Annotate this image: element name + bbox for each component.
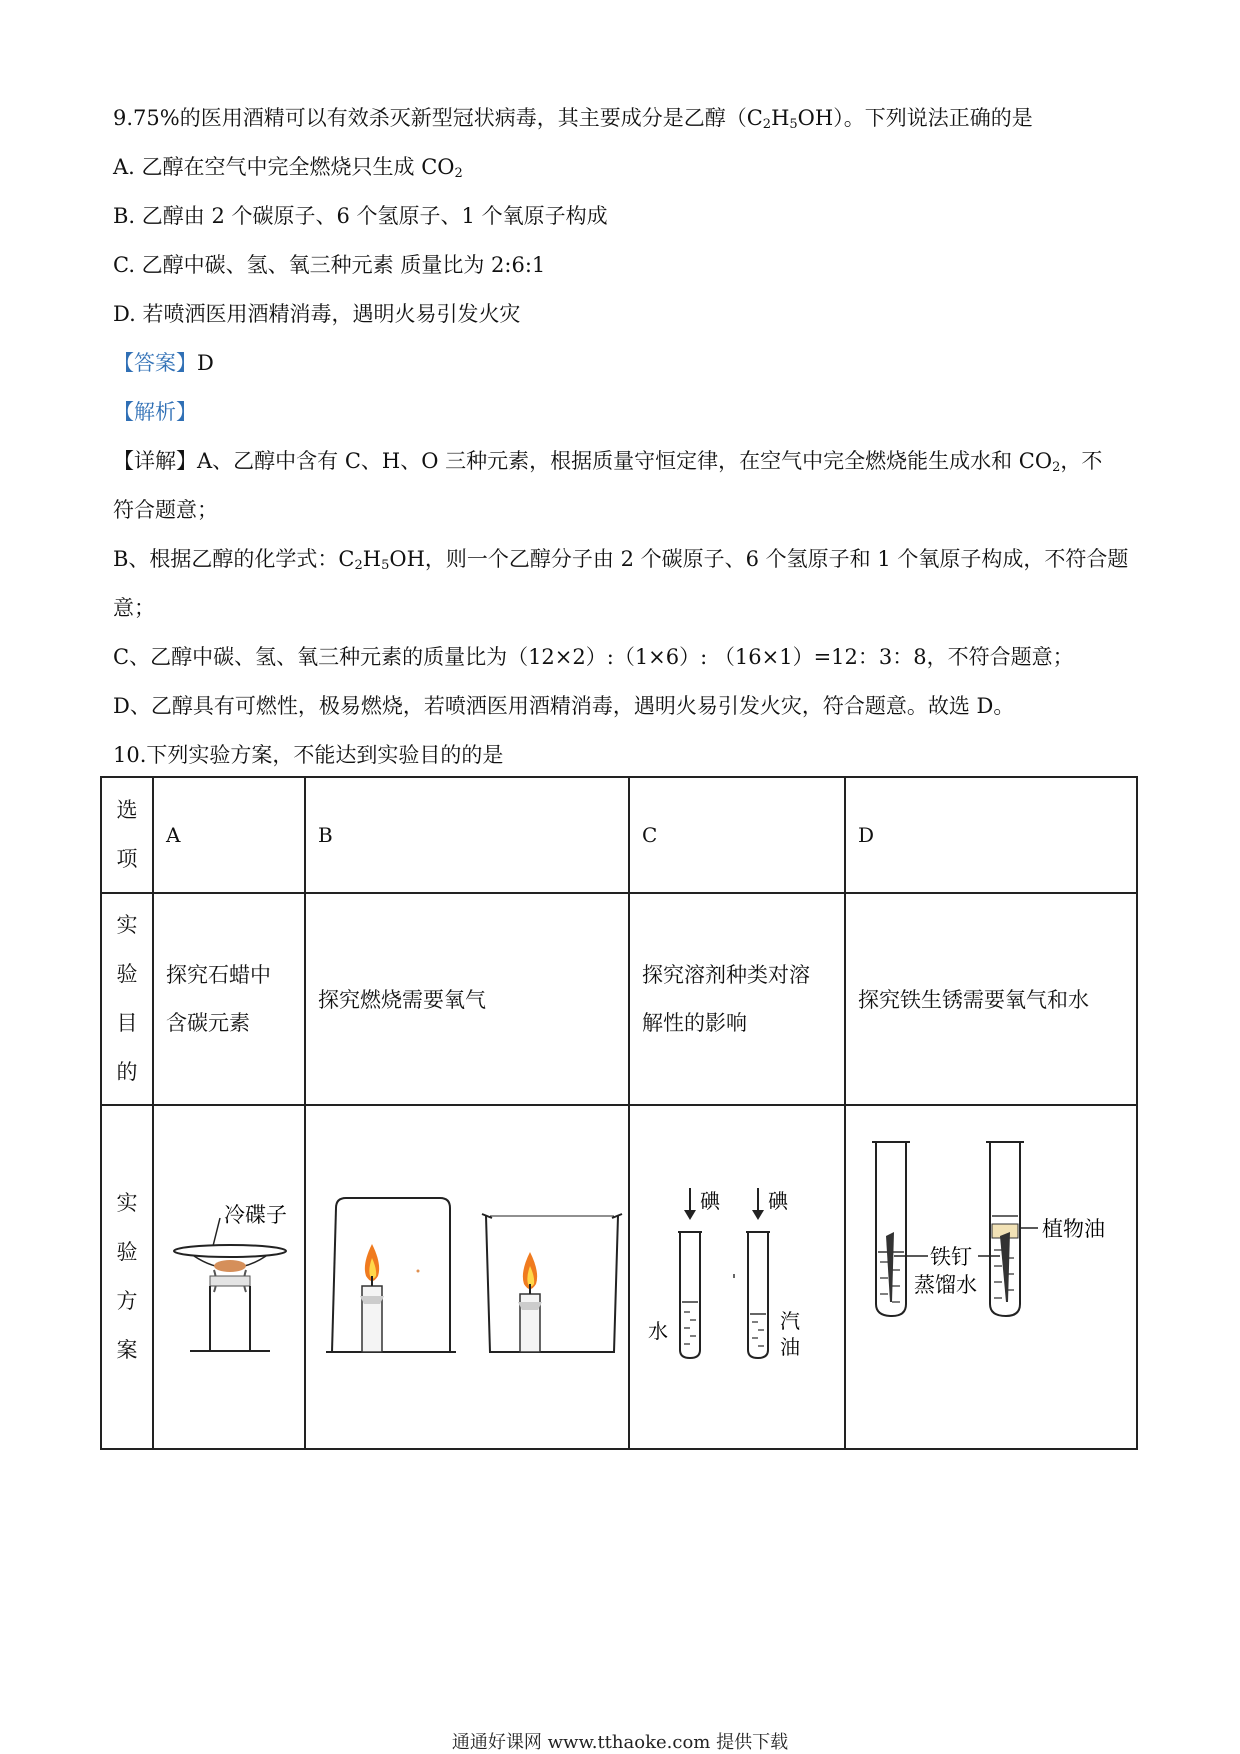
label-water: 水 <box>648 1319 668 1343</box>
tube-left-distilled-water <box>872 1142 910 1316</box>
table-row-purpose <box>101 893 1137 1105</box>
purpose-a: 探究石蜡中 含碳元素 <box>153 893 305 1105</box>
label-vegetable-oil: 植物油 <box>1042 1217 1105 1241</box>
label-iodine-2: 碘 <box>768 1189 788 1213</box>
cold-plate-shape <box>174 1245 286 1257</box>
label-gasoline-2: 油 <box>780 1335 800 1359</box>
option-c-header: C <box>629 777 845 893</box>
row-label-options: 选 项 <box>101 777 153 893</box>
label-iron-nail: 铁钉 <box>930 1245 972 1269</box>
beaker-shape <box>486 1216 618 1352</box>
detail-label: 【详解】 <box>113 449 197 473</box>
label-cold-plate: 冷碟子 <box>224 1203 287 1227</box>
tube-gasoline <box>734 1188 800 1359</box>
option-d-header: D <box>845 777 1137 893</box>
figure-b-candles <box>305 1105 629 1449</box>
tube-right-oil <box>986 1142 1024 1316</box>
figure-c-iodine <box>629 1105 845 1449</box>
option-b-header: B <box>305 777 629 893</box>
q9-detail-d: D、乙醇具有可燃性，极易燃烧，若喷洒医用酒精消毒，遇明火易引发火灾，符合题意。故选 D。 <box>113 694 1015 718</box>
q9-analysis-label: 【解析】 <box>113 400 197 424</box>
candle-left-shape <box>362 1286 382 1352</box>
answer-value: D <box>197 351 214 375</box>
label-iodine-1: 碘 <box>700 1189 720 1213</box>
purpose-c: 探究溶剂种类对溶 解性的影响 <box>629 893 845 1105</box>
q9-detail-a-line1: 【详解】A、乙醇中含有 C、H、O 三种元素，根据质量守恒定律，在空气中完全燃烧能生成水和 $CO_2$，不 <box>113 449 1103 475</box>
purpose-d: 探究铁生锈需要氧气和水 <box>845 893 1137 1105</box>
figure-a-cold-plate <box>153 1105 305 1449</box>
page-footer: 通通好课网 www.tthaoke.com 提供下载 <box>451 1732 789 1753</box>
q9-option-b: B. 乙醇由 2 个碳原子、6 个氢原子、1 个氧原子构成 <box>113 204 608 228</box>
row-label-purpose: 实 验 目 的 <box>101 893 153 1105</box>
figure-d-iron-rust <box>845 1105 1137 1449</box>
table-row-options <box>101 777 1137 893</box>
iron-nail-right-shape <box>1000 1232 1010 1302</box>
q9-option-a: A. 乙醇在空气中完全燃烧只生成 $CO_2$ <box>113 155 463 181</box>
label-gasoline-1: 汽 <box>780 1309 800 1333</box>
option-a-header: A <box>153 777 305 893</box>
inverted-beaker-shape <box>336 1198 450 1352</box>
tube-water <box>648 1188 721 1358</box>
q9-detail-b-line2: 意； <box>113 596 155 620</box>
label-distilled-water: 蒸馏水 <box>914 1273 977 1297</box>
q9-option-c: C. 乙醇中碳、氢、氧三种元素 质量比为 2:6:1 <box>113 253 546 277</box>
answer-label: 【答案】 <box>113 351 197 375</box>
q9-detail-c: C、乙醇中碳、氢、氧三种元素的质量比为（12×2）:（1×6）: （16×1）=12：3：8，不符合题意； <box>113 645 1074 669</box>
q9-stem: 9.75%的医用酒精可以有效杀灭新型冠状病毒，其主要成分是乙醇$(C_2H_5OH)$。下列说法正确的是 <box>113 106 1033 132</box>
q9-option-d: D. 若喷洒医用酒精消毒，遇明火易引发火灾 <box>113 302 521 326</box>
q9-detail-b-line1: B、根据乙醇的化学式：$C_2H_5OH$，则一个乙醇分子由 2 个碳原子、6 个氢原子和 1 个氧原子构成，不符合题 <box>113 547 1129 573</box>
q10-table <box>100 776 1138 1450</box>
q9-answer <box>113 348 214 378</box>
table-row-plan <box>101 1105 1137 1449</box>
flame-shape <box>214 1260 246 1272</box>
row-label-plan: 实 验 方 案 <box>101 1105 153 1449</box>
q9-detail-a-line2: 符合题意； <box>113 498 218 522</box>
purpose-b: 探究燃烧需要氧气 <box>305 893 629 1105</box>
q10-stem: 10.下列实验方案，不能达到实验目的的是 <box>113 743 504 767</box>
iron-nail-left-shape <box>886 1232 894 1302</box>
